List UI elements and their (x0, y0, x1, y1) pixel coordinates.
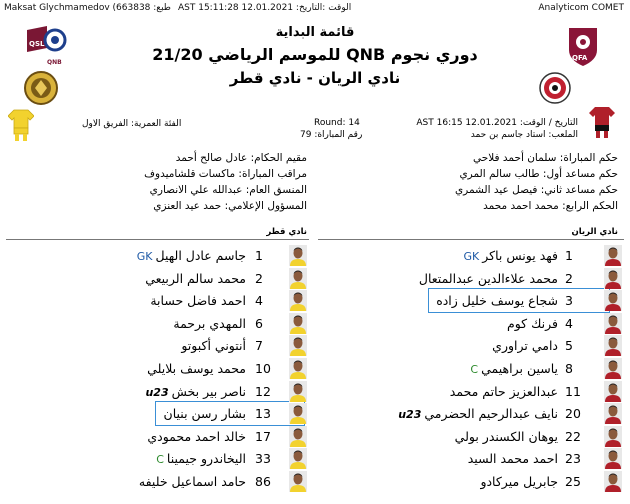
player-photo (289, 471, 307, 492)
player-name-text: شجاع يوسف خليل زاده (436, 293, 558, 309)
player-name-text: المهدي برحمة (173, 315, 246, 331)
goalkeeper-tag: GK (136, 250, 153, 263)
right-player-row (318, 381, 624, 403)
player-name (134, 248, 246, 263)
player-name-text: ناصر بير بخش (171, 383, 246, 399)
player-photo (604, 290, 622, 311)
player-name (147, 361, 246, 376)
player-name-text: جاسم عادل الهيل (155, 248, 246, 263)
player-name (507, 316, 558, 331)
player-number: 5 (565, 338, 573, 354)
player-name-text: بشار رسن بنيان (163, 406, 246, 422)
left-player-row (6, 358, 309, 380)
left-player-row (6, 448, 309, 470)
player-photo (604, 426, 622, 447)
right-player-row (318, 335, 624, 357)
player-photo (604, 268, 622, 289)
player-name (455, 429, 558, 444)
player-name-text: نايف عبدالرحيم الحضرمي (424, 406, 558, 422)
match-number: رقم المباراة: 79 (300, 130, 363, 140)
player-number: 22 (565, 428, 581, 444)
player-name-text: محمد سالم الربيعي (145, 270, 246, 286)
left-player-row (6, 381, 309, 403)
al-qatar-kit-icon (8, 108, 34, 146)
player-name (480, 474, 558, 489)
printed-by: Maksat Glychmamedov (663838 :طبع (4, 3, 171, 13)
player-number: 8 (565, 361, 573, 376)
player-name (450, 384, 558, 399)
player-photo (289, 290, 307, 311)
player-number: 86 (255, 474, 271, 489)
player-name (150, 293, 246, 308)
left-player-row (6, 426, 309, 448)
right-player-row (318, 448, 624, 470)
player-name (173, 316, 246, 331)
left-team-divider (6, 239, 309, 240)
left-player-row (6, 313, 309, 335)
player-photo (604, 471, 622, 492)
right-team-divider (318, 239, 624, 240)
player-number: 6 (255, 315, 263, 331)
player-name (395, 406, 558, 421)
official-referee-assessor: مقيم الحكام: عادل صالح أحمد (175, 152, 307, 164)
official-general-coordinator: المنسق العام: عبدالله علي الانصاري (149, 184, 307, 196)
player-photo (604, 313, 622, 334)
player-number: 1 (255, 248, 263, 263)
player-number: 2 (255, 270, 263, 286)
player-number: 13 (255, 406, 271, 422)
player-name-text: خالد احمد محمودي (147, 428, 246, 444)
player-photo (289, 381, 307, 402)
player-name (139, 474, 246, 489)
player-name-text: دامي تراوري (492, 338, 558, 354)
player-number: 1 (565, 248, 573, 263)
al-rayyan-kit-icon (585, 105, 619, 143)
player-name-text: أنتوني أكبوتو (181, 338, 246, 354)
brand-text: Analyticom COMET (538, 3, 624, 13)
player-name (153, 451, 246, 466)
player-photo (604, 403, 622, 424)
right-player-row (318, 268, 624, 290)
player-photo (289, 426, 307, 447)
player-number: 25 (565, 474, 581, 489)
official-assistant-2: حكم مساعد ثاني: فيصل عيد الشمري (454, 184, 618, 196)
player-number: 10 (255, 361, 271, 376)
player-name (467, 361, 558, 376)
stadium: الملعب: استاد جاسم بن حمد (470, 130, 578, 140)
player-name-text: حامد اسماعيل خليفه (138, 474, 246, 489)
official-fourth: الحكم الرابع: محمد احمد محمد (483, 200, 618, 212)
captain-tag: C (156, 453, 164, 467)
player-photo (604, 358, 622, 379)
round-number: Round: 14 (314, 118, 360, 128)
player-name-text: فهد يونس باكر (482, 248, 558, 263)
player-name-text: يوهان الكسندر بولي (454, 428, 558, 444)
al-qatar-crest (23, 70, 59, 106)
player-number: 4 (255, 293, 263, 309)
player-photo (604, 335, 622, 356)
player-photo (289, 335, 307, 356)
player-photo (289, 245, 307, 266)
right-player-row (318, 245, 624, 267)
official-media-officer: المسؤول الإعلامي: حمد عيد العنزي (153, 200, 307, 212)
player-photo (604, 381, 622, 402)
right-player-row (318, 290, 624, 312)
left-player-row (6, 335, 309, 357)
player-photo (289, 403, 307, 424)
page-title: قائمة البداية (275, 25, 355, 40)
player-name-text: احمد فاضل حسابة (150, 293, 246, 309)
right-player-row (318, 313, 624, 335)
player-name (436, 293, 558, 308)
player-number: 23 (565, 451, 581, 467)
right-player-row (318, 426, 624, 448)
player-name (147, 429, 246, 444)
left-team-header: نادي قطر (266, 227, 307, 237)
player-name (145, 271, 246, 286)
player-name-text: محمد يوسف بلايلي (147, 361, 246, 376)
u23-tag: u23 (145, 385, 169, 399)
u23-tag: u23 (398, 408, 422, 422)
player-number: 12 (255, 383, 271, 399)
al-rayyan-crest (538, 70, 572, 106)
player-name (468, 451, 558, 466)
player-photo (604, 448, 622, 469)
age-category: الفئة العمرية: الفريق الاول (82, 119, 182, 129)
player-name (461, 248, 558, 263)
left-player-row (6, 403, 309, 425)
left-player-row (6, 290, 309, 312)
player-name-text: عبدالعزيز حاتم محمد (449, 383, 558, 399)
player-photo (289, 313, 307, 334)
captain-tag: C (470, 363, 479, 376)
match-title: نادي الريان - نادي قطر (229, 69, 401, 87)
svg-text:QSL: QSL (29, 40, 45, 48)
player-name (419, 271, 558, 286)
player-number: 4 (565, 315, 573, 331)
player-photo (289, 268, 307, 289)
player-name-text: احمد محمد السيد (467, 451, 558, 467)
left-player-row (6, 268, 309, 290)
player-number: 2 (565, 270, 573, 286)
player-number: 11 (565, 383, 581, 399)
player-number: 7 (255, 338, 263, 354)
right-player-row (318, 358, 624, 380)
official-referee: حكم المباراة: سلمان أحمد فلاحي (473, 152, 618, 164)
right-player-row (318, 471, 624, 493)
svg-text:QFA: QFA (572, 54, 588, 62)
official-assistant-1: حكم مساعد أول: طالب سالم المري (459, 168, 618, 180)
svg-text:QNB: QNB (47, 59, 62, 66)
goalkeeper-tag: GK (463, 250, 480, 263)
player-photo (289, 358, 307, 379)
player-number: 20 (565, 406, 581, 422)
player-name (492, 338, 558, 353)
competition-title: دوري نجوم QNB للموسم الرياضي 21/20 (152, 45, 478, 64)
player-name (181, 338, 246, 353)
print-timestamp: AST 15:11:28 12.01.2021 :الوقت :التاريخ (178, 3, 352, 13)
player-number: 3 (565, 293, 573, 309)
player-photo (289, 448, 307, 469)
match-datetime: التاريخ / الوقت: AST 16:15 12.01.2021 (416, 118, 578, 128)
player-name-text: محمد علاءالدين عبدالمتعال (418, 270, 558, 286)
left-player-row (6, 245, 309, 267)
player-name (142, 384, 246, 399)
left-player-row (6, 471, 309, 493)
player-name-text: اليخاندرو جيمينا (166, 451, 246, 467)
player-name-text: ياسين براهيمي (481, 361, 558, 376)
right-team-header: نادي الريان (571, 227, 618, 237)
player-number: 33 (255, 451, 271, 467)
official-match-commissioner: مراقب المباراة: ماكسات قلشاميدوف (144, 168, 307, 180)
player-name-text: جابريل ميركادو (480, 474, 558, 489)
right-player-row (318, 403, 624, 425)
player-name (164, 406, 246, 421)
player-photo (604, 245, 622, 266)
player-name-text: فرنك كوم (506, 315, 558, 331)
player-number: 17 (255, 428, 271, 444)
